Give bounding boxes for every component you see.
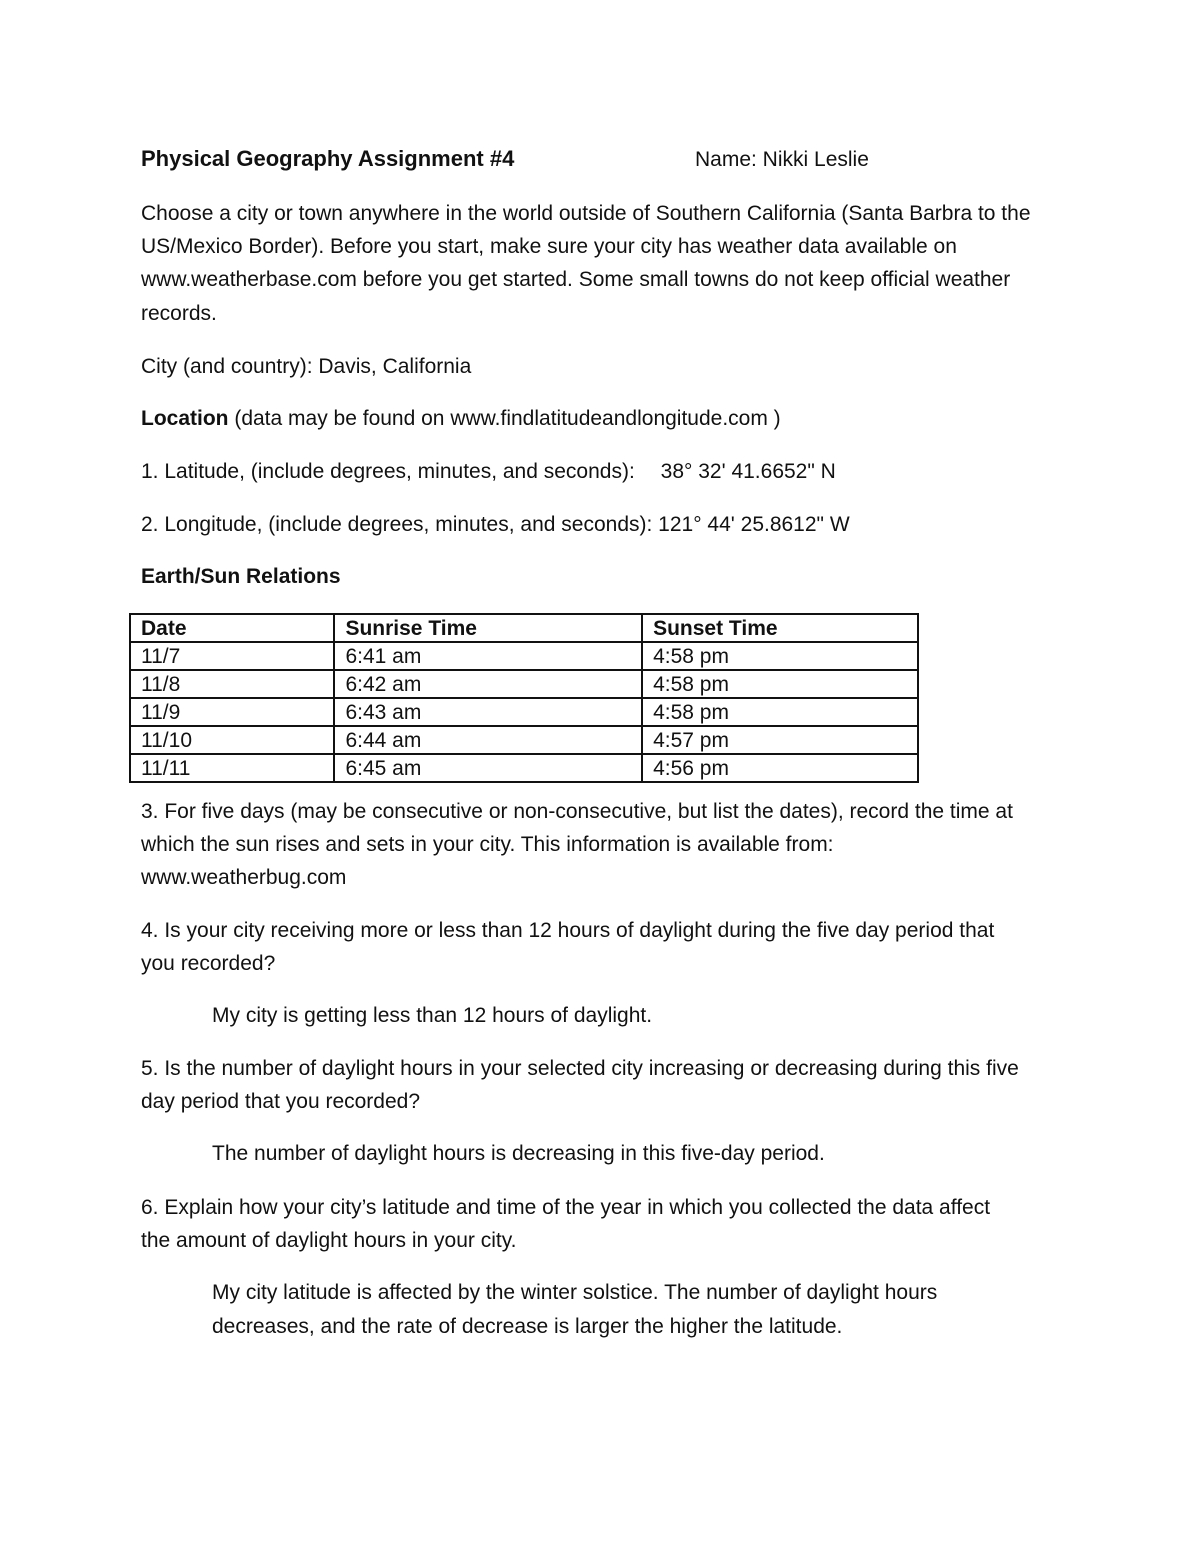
cell-date: 11/11: [130, 754, 334, 782]
longitude-line: [141, 513, 850, 537]
table-row: [130, 726, 918, 754]
location-line: [141, 407, 781, 431]
cell-sunset: 4:58 pm: [642, 642, 918, 670]
cell-sunrise: 6:42 am: [334, 670, 642, 698]
city-line: City (and country): Davis, California: [141, 355, 472, 378]
student-name: Name: Nikki Leslie: [695, 148, 869, 171]
intro-line: US/Mexico Border). Before you start, make sure your city has weather data available on: [141, 235, 957, 258]
cell-date: 11/7: [130, 642, 334, 670]
sun-times-table: [129, 613, 919, 783]
cell-sunset: 4:58 pm: [642, 670, 918, 698]
latitude-line: [141, 460, 836, 484]
intro-line: www.weatherbase.com before you get started. Some small towns do not keep official weather: [141, 268, 1011, 291]
question-5-line: day period that you recorded?: [141, 1090, 421, 1113]
column-header-sunset: Sunset Time: [642, 614, 918, 642]
answer-6-line: decreases, and the rate of decrease is larger the higher the latitude.: [212, 1315, 843, 1338]
cell-date: 11/9: [130, 698, 334, 726]
cell-sunset: 4:56 pm: [642, 754, 918, 782]
intro-line: Choose a city or town anywhere in the world outside of Southern California (Santa Barbra to the: [141, 202, 1031, 225]
question-3-line: 3. For five days (may be consecutive or non-consecutive, but list the dates), record the time at: [141, 800, 1013, 823]
latitude-question: 1. Latitude, (include degrees, minutes, and seconds):: [141, 460, 635, 483]
cell-date: 11/10: [130, 726, 334, 754]
longitude-question: 2. Longitude, (include degrees, minutes, and seconds):: [141, 513, 653, 536]
earth-sun-heading: Earth/Sun Relations: [141, 565, 341, 588]
column-header-sunrise: Sunrise Time: [334, 614, 642, 642]
intro-line: records.: [141, 302, 217, 325]
table-row: [130, 670, 918, 698]
longitude-answer: 121° 44' 25.8612" W: [652, 513, 850, 536]
question-4-line: you recorded?: [141, 952, 276, 975]
question-4-line: 4. Is your city receiving more or less than 12 hours of daylight during the five day period that: [141, 919, 995, 942]
table-row: [130, 698, 918, 726]
document-title: Physical Geography Assignment #4: [141, 146, 515, 171]
answer-5: The number of daylight hours is decreasing in this five-day period.: [212, 1142, 825, 1165]
column-header-date: Date: [130, 614, 334, 642]
location-label: Location: [141, 407, 229, 430]
question-3-link: www.weatherbug.com: [141, 866, 347, 889]
cell-date: 11/8: [130, 670, 334, 698]
question-5-line: 5. Is the number of daylight hours in your selected city increasing or decreasing during this five: [141, 1057, 1019, 1080]
cell-sunset: 4:57 pm: [642, 726, 918, 754]
question-6-line: the amount of daylight hours in your city.: [141, 1229, 517, 1252]
latitude-answer: 38° 32' 41.6652" N: [660, 460, 836, 483]
cell-sunset: 4:58 pm: [642, 698, 918, 726]
cell-sunrise: 6:44 am: [334, 726, 642, 754]
question-3-line: which the sun rises and sets in your city. This information is available from:: [141, 833, 834, 856]
question-6-line: 6. Explain how your city’s latitude and time of the year in which you collected the data affect: [141, 1196, 991, 1219]
location-note: (data may be found on www.findlatitudeandlongitude.com ): [228, 407, 781, 430]
cell-sunrise: 6:41 am: [334, 642, 642, 670]
answer-4: My city is getting less than 12 hours of daylight.: [212, 1004, 653, 1027]
answer-6-line: My city latitude is affected by the winter solstice. The number of daylight hours: [212, 1281, 938, 1304]
table-row: [130, 754, 918, 782]
table-row: [130, 642, 918, 670]
cell-sunrise: 6:45 am: [334, 754, 642, 782]
cell-sunrise: 6:43 am: [334, 698, 642, 726]
table-header-row: [130, 614, 918, 642]
